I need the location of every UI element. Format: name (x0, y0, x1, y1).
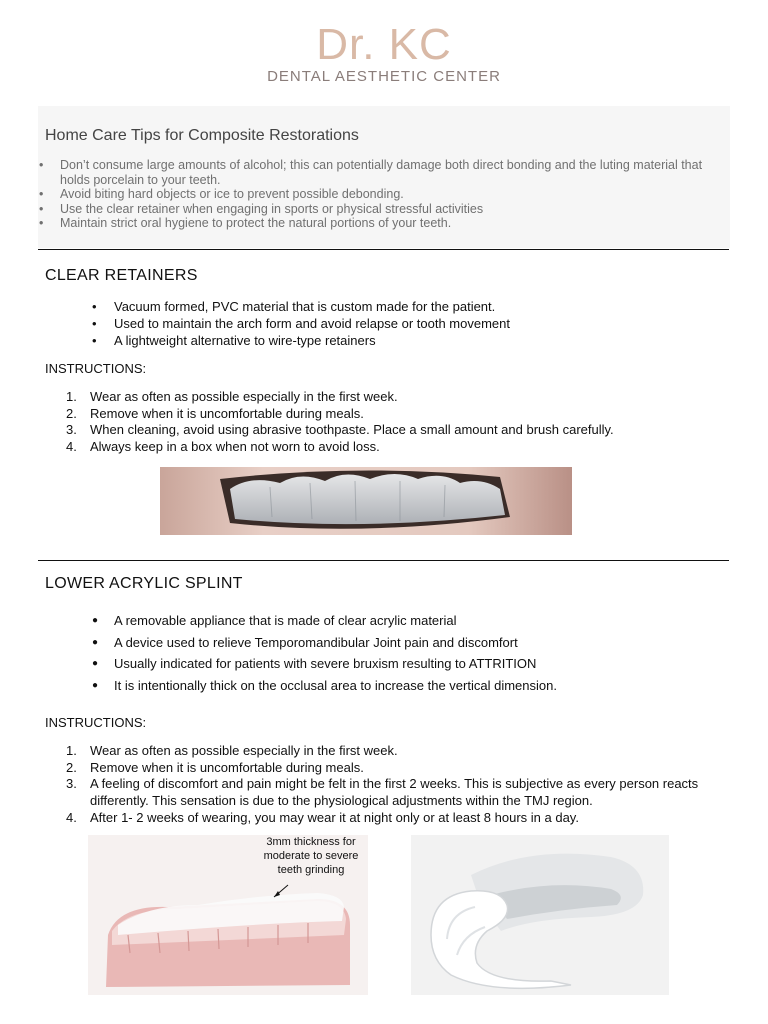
home-care-tips-box (38, 106, 730, 248)
divider (38, 249, 729, 250)
list-item: • Use the clear retainer when engaging in sports or physical stressful activities (60, 202, 730, 217)
list-item: 3. When cleaning, avoid using abrasive toothpaste. Place a small amount and brush carefully. (66, 422, 614, 438)
list-item: 2. Remove when it is uncomfortable during meals. (66, 405, 364, 421)
list-item: • Maintain strict oral hygiene to protect the natural portions of your teeth. (60, 216, 730, 231)
tips-title: Home Care Tips for Composite Restorations (45, 127, 359, 144)
list-item: • Don’t consume large amounts of alcohol; this can potentially damage both direct bonding and the luting material that holds porcelain to your teeth. (60, 158, 730, 187)
instructions-label: INSTRUCTIONS: (45, 361, 147, 376)
acrylic-splint-photo (411, 835, 669, 995)
list-item: ● Usually indicated for patients with severe bruxism resulting to ATTRITION (114, 655, 557, 672)
list-item: 1. Wear as often as possible especially in the first week. (66, 743, 398, 758)
list-item: 1. Wear as often as possible especially in the first week. (66, 389, 398, 404)
instructions-label: INSTRUCTIONS: (45, 715, 147, 730)
list-item: • Used to maintain the arch form and avoid relapse or tooth movement (114, 315, 510, 332)
list-item: 4. Always keep in a box when not worn to avoid loss. (66, 439, 380, 455)
list-item: • A lightweight alternative to wire-type retainers (114, 332, 510, 349)
splint-on-model-photo (88, 835, 368, 995)
list-item: ● It is intentionally thick on the occlusal area to increase the vertical dimension. (114, 677, 557, 694)
lower-splint-bullets (114, 612, 557, 694)
list-item: ● A device used to relieve Temporomandibular Joint pain and discomfort (114, 634, 557, 651)
logo-subtitle: DENTAL AESTHETIC CENTER (267, 68, 501, 85)
list-item: 3. A feeling of discomfort and pain might be felt in the first 2 weeks. This is subjective as every person reacts differently. This sensation is due to the physiological adjustments within the TMJ region. (66, 776, 699, 809)
list-item: ● A removable appliance that is made of clear acrylic material (114, 612, 557, 629)
list-item: • Avoid biting hard objects or ice to prevent possible debonding. (60, 187, 730, 202)
divider (38, 560, 729, 561)
lower-splint-steps (66, 743, 706, 827)
list-item: • Vacuum formed, PVC material that is custom made for the patient. (114, 298, 510, 315)
clear-retainer-photo (160, 467, 572, 535)
splint-image-caption: 3mm thickness for moderate to severe teeth grinding (263, 836, 359, 876)
clear-retainers-steps (66, 389, 706, 456)
list-item: 2. Remove when it is uncomfortable during meals. (66, 759, 364, 775)
clear-retainers-bullets (114, 298, 510, 349)
lower-splint-heading: LOWER ACRYLIC SPLINT (45, 575, 243, 592)
list-item: 4. After 1- 2 weeks of wearing, you may wear it at night only or at least 8 hours in a day. (66, 809, 579, 825)
logo-main-text: Dr. KC (316, 20, 452, 69)
clear-retainers-heading: CLEAR RETAINERS (45, 267, 198, 284)
logo (0, 20, 768, 85)
tips-list (38, 158, 730, 231)
